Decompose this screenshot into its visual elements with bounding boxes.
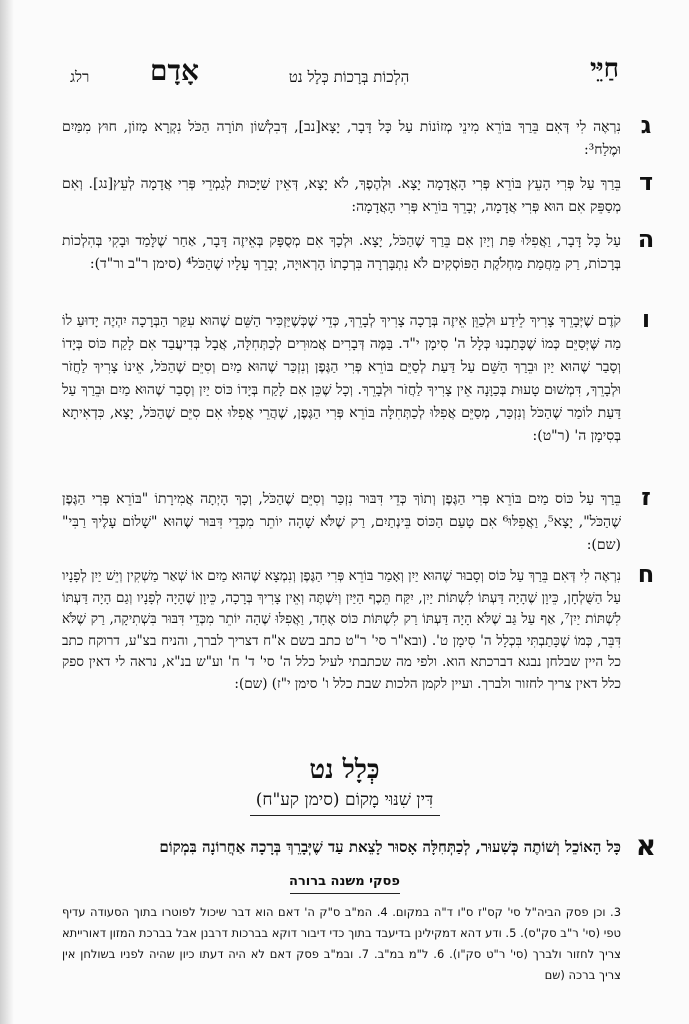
paragraph-text: נִרְאֶה לִי דְּאִם בֵּרַךְ עַל כּוֹס וְסָבוּר שֶׁהוּא יַיִן וְאָמַר בּוֹרֵא פְּרִי הַגֶּפֶן וְנִמְצָא שֶׁהוּא מַיִם אוֹ שְׁאַר מַשְׁקִין וְיֵשׁ יַיִן לְפָנָיו עַל הַשֻּׁלְחָן, כֵּיוָן שֶׁהָיָה דַּעְתּוֹ לִשְׁתּוֹת יַיִן, יִקַּח תֵּכֶף הַיַּיִן וְיִשְׁתֶּה וְאֵין צָרִיךְ בְּרָכָה, כֵּיוָן שֶׁהָיָה לְפָנָיו וְגַם הָיָה דַּעְתּוֹ לִשְׁתּוֹת יַיִן⁷, אַף עַל גַּב שֶׁלֹּא הָיָה דַּעְתּוֹ רַק לִשְׁתּוֹת כּוֹס אֶחָד, וַאֲפִלּוּ שֶׁהָה יוֹתֵר מִכְּדֵי דִּבּוּר בִּשְׁתִיקָה, רַק שֶׁלֹּא דִּבֵּר, כְּמוֹ שֶׁכָּתַבְתִּי בִּכְלָל ה' סִימָן ט'. (ובא"ר סי' ר"ט כתב בשם א"ח דצריך לברך, והניח בצ"ע, דרוקח כתב כל היין שבלחן נבגא דברכתא הוא. ולפי מה שכתבתי לעיל כלל ה' סי' ד' ח' וע"ש בנ"א, נראה לי דאין ספק כלל דאין צריך לחזור ולברך. ועיין לקמן הלכות שבת כלל ו' סימן י"ז) (שם): bbox=[62, 568, 621, 692]
paragraph-marker: א bbox=[635, 829, 657, 862]
paragraph-chet bbox=[62, 560, 655, 695]
section-title: כְּלָל נט bbox=[309, 755, 380, 785]
header-right-word: אָדָם bbox=[150, 54, 199, 87]
page-number: רלג bbox=[70, 68, 90, 86]
paragraph-vav bbox=[62, 305, 651, 448]
paragraph-text: עַל כָּל דָּבָר, וַאֲפִלּוּ פַּת וְיַיִן אִם בֵּרַךְ שֶׁהַכֹּל, יָצָא. וּלְכָךְ אִם מְסֻפָּק בְּאֵיזֶה דָּבָר, אַחַר שֶׁלָּמַד וּבָקִי בְּהִלְכוֹת בְּרָכוֹת, רַק מֵחֲמַת מַחְלֹקֶת הַפּוֹסְקִים לֹא נִתְבָּרְרָה בִּרְכָתוֹ הָרְאוּיָה, יְבָרֵךְ עָלָיו שֶׁהַכֹּל⁴ (סימן ר"ב ור"ד): bbox=[62, 233, 621, 272]
paragraph-text: כָּל הָאוֹכֵל וְשׁוֹתֶה כְּשִׁעוּר, לְכַתְּחִלָּה אָסוּר לָצֵאת עַד שֶׁיְּבָרֵךְ בְּרָכָה אַחֲרוֹנָה בִּמְקוֹם bbox=[159, 838, 621, 856]
paragraph-marker: ז bbox=[641, 483, 651, 511]
paragraph-text: בֵּרַךְ עַל פְּרִי הָעֵץ בּוֹרֵא פְּרִי הָאֲדָמָה יָצָא. וּלְהֶפֶךְ, לֹא יָצָא, דְּאֵין שַׁיָּכוּת לְגַמְרֵי פְּרִי אֲדָמָה לְעֵץ[נג]. וְאִם מְסַפֵּק אִם הוּא פְּרִי אֲדָמָה, יְבָרֵךְ בּוֹרֵא פְּרִי הָאֲדָמָה: bbox=[62, 176, 621, 215]
subtitle-underline bbox=[250, 815, 440, 816]
paragraph-gimel bbox=[62, 111, 652, 162]
header-left-word: חַיֵּי bbox=[589, 54, 619, 84]
paragraph-marker: ה bbox=[637, 225, 655, 253]
running-header bbox=[70, 50, 619, 90]
header-title: הִלְכוֹת בְּרָכוֹת כְּלָל נט bbox=[288, 68, 410, 86]
section-subtitle: דִּין שִׁנּוּי מָקוֹם (סימן קע"ח) bbox=[255, 790, 434, 810]
psakei-title-underline bbox=[290, 893, 400, 894]
binding-shadow bbox=[0, 0, 14, 1024]
paragraph-marker: ח bbox=[637, 560, 655, 588]
paragraph-he bbox=[62, 225, 655, 276]
psakei-title: פסקי משנה ברורה bbox=[289, 874, 400, 889]
psakei-notes: 3. וכן פסק הביה"ל סי' קס"ז ס"ו ד"ה במקום. 4. המ"ב ס"ק ה' דאם הוא דבר שיכול לפוטרו בתוך הסעודה עדיף טפי (סי' ר"ב סק"ס). 5. ודע דהא דמקילינן בדיעבד בתוך כדי דיבור דוקא בברכות דרבנן אבל בברכת המזון דאורייתא צריך לחזור ולברך (סי' ר"ט סק"ו). 6. ל"מ במ"ב. 7. ובמ"ב פסק דאם לא היה דעתו כיון שהיה לפניו בשולחן אין צריך ברכה (שם bbox=[62, 905, 622, 982]
paragraph-marker: ג bbox=[640, 111, 652, 139]
section-first-paragraph bbox=[62, 829, 657, 862]
paragraph-marker: ו bbox=[641, 305, 651, 333]
paragraph-text: נִרְאֶה לִי דְּאִם בֵּרַךְ בּוֹרֵא מִינֵי מְזוֹנוֹת עַל כָּל דָּבָר, יָצָא[נב], דְּבִלְשׁוֹן תּוֹרָה הַכֹּל נִקְרָא מָזוֹן, חוּץ מִמַּיִם וּמֶלַח³: bbox=[62, 119, 621, 158]
paragraph-marker: ד bbox=[638, 168, 654, 196]
paragraph-zayin bbox=[62, 483, 651, 557]
paragraph-text: קֹדֶם שֶׁיְּבָרֵךְ צָרִיךְ לֵידַע וּלְכַוֵּן אֵיזֶה בְּרָכָה צָרִיךְ לְבָרֵךְ, כְּדֵי שֶׁכְּשֶׁיַּזְכִּיר הַשֵּׁם שֶׁהוּא עִקַּר הַבְּרָכָה יִהְיֶה יָדוּעַ לוֹ מַה שֶּׁיְּסַיֵּם כְּמוֹ שֶׁכָּתַבְנוּ כְּלָל ה' סִימָן י"ד. בַּמֶּה דְּבָרִים אֲמוּרִים לְכַתְּחִלָּה, אֲבָל בְּדִיעֲבַד אִם לָקַח כּוֹס בְּיָדוֹ וְסָבַר שֶׁהוּא יַיִן וּבֵרַךְ הַשֵּׁם עַל דַּעַת לְסַיֵּם בּוֹרֵא פְּרִי הַגֶּפֶן וְנִזְכַּר שֶׁהוּא מַיִם וְסִיֵּם שֶׁהַכֹּל, אֵינוֹ צָרִיךְ לַחֲזֹר וּלְבָרֵךְ, דִּמְשׁוּם טָעוּת בְּכַוָּנָה אֵין צָרִיךְ לַחֲזֹר וּלְבָרֵךְ. וְכָל שֶׁכֵּן אִם לָקַח בְּיָדוֹ כּוֹס יַיִן וְסָבַר שֶׁהוּא מַיִם וּבֵרַךְ עַל דַּעַת לוֹמַר שֶׁהַכֹּל וְנִזְכַּר, מְסַיֵּם אֲפִלּוּ לְכַתְּחִלָּה בּוֹרֵא פְּרִי הַגֶּפֶן, שֶׁהֲרֵי אֲפִלּוּ אִם סִיֵּם שֶׁהַכֹּל, יָצָא, כִּדְאִיתָא בְּסִימָן ה' (ר"ט): bbox=[62, 313, 621, 444]
paragraph-dalet bbox=[62, 168, 654, 219]
paragraph-text: בֵּרַךְ עַל כּוֹס מַיִם בּוֹרֵא פְּרִי הַגֶּפֶן וְתוֹךְ כְּדֵי דִּבּוּר נִזְכַּר וְסִיֵּם שֶׁהַכֹּל, וְכָךְ הָיְתָה אֲמִירָתוֹ "בּוֹרֵא פְּרִי הַגֶּפֶן שֶׁהַכֹּל", יָצָא⁵, וַאֲפִלּוּ⁶ אִם טָעַם הַכּוֹס בֵּינְתַיִם, רַק שֶׁלֹּא שָׁהָה יוֹתֵר מִכְּדֵי דִּבּוּר שֶׁהוּא "שָׁלוֹם עָלֶיךָ רַבִּי" (שם): bbox=[62, 491, 621, 553]
